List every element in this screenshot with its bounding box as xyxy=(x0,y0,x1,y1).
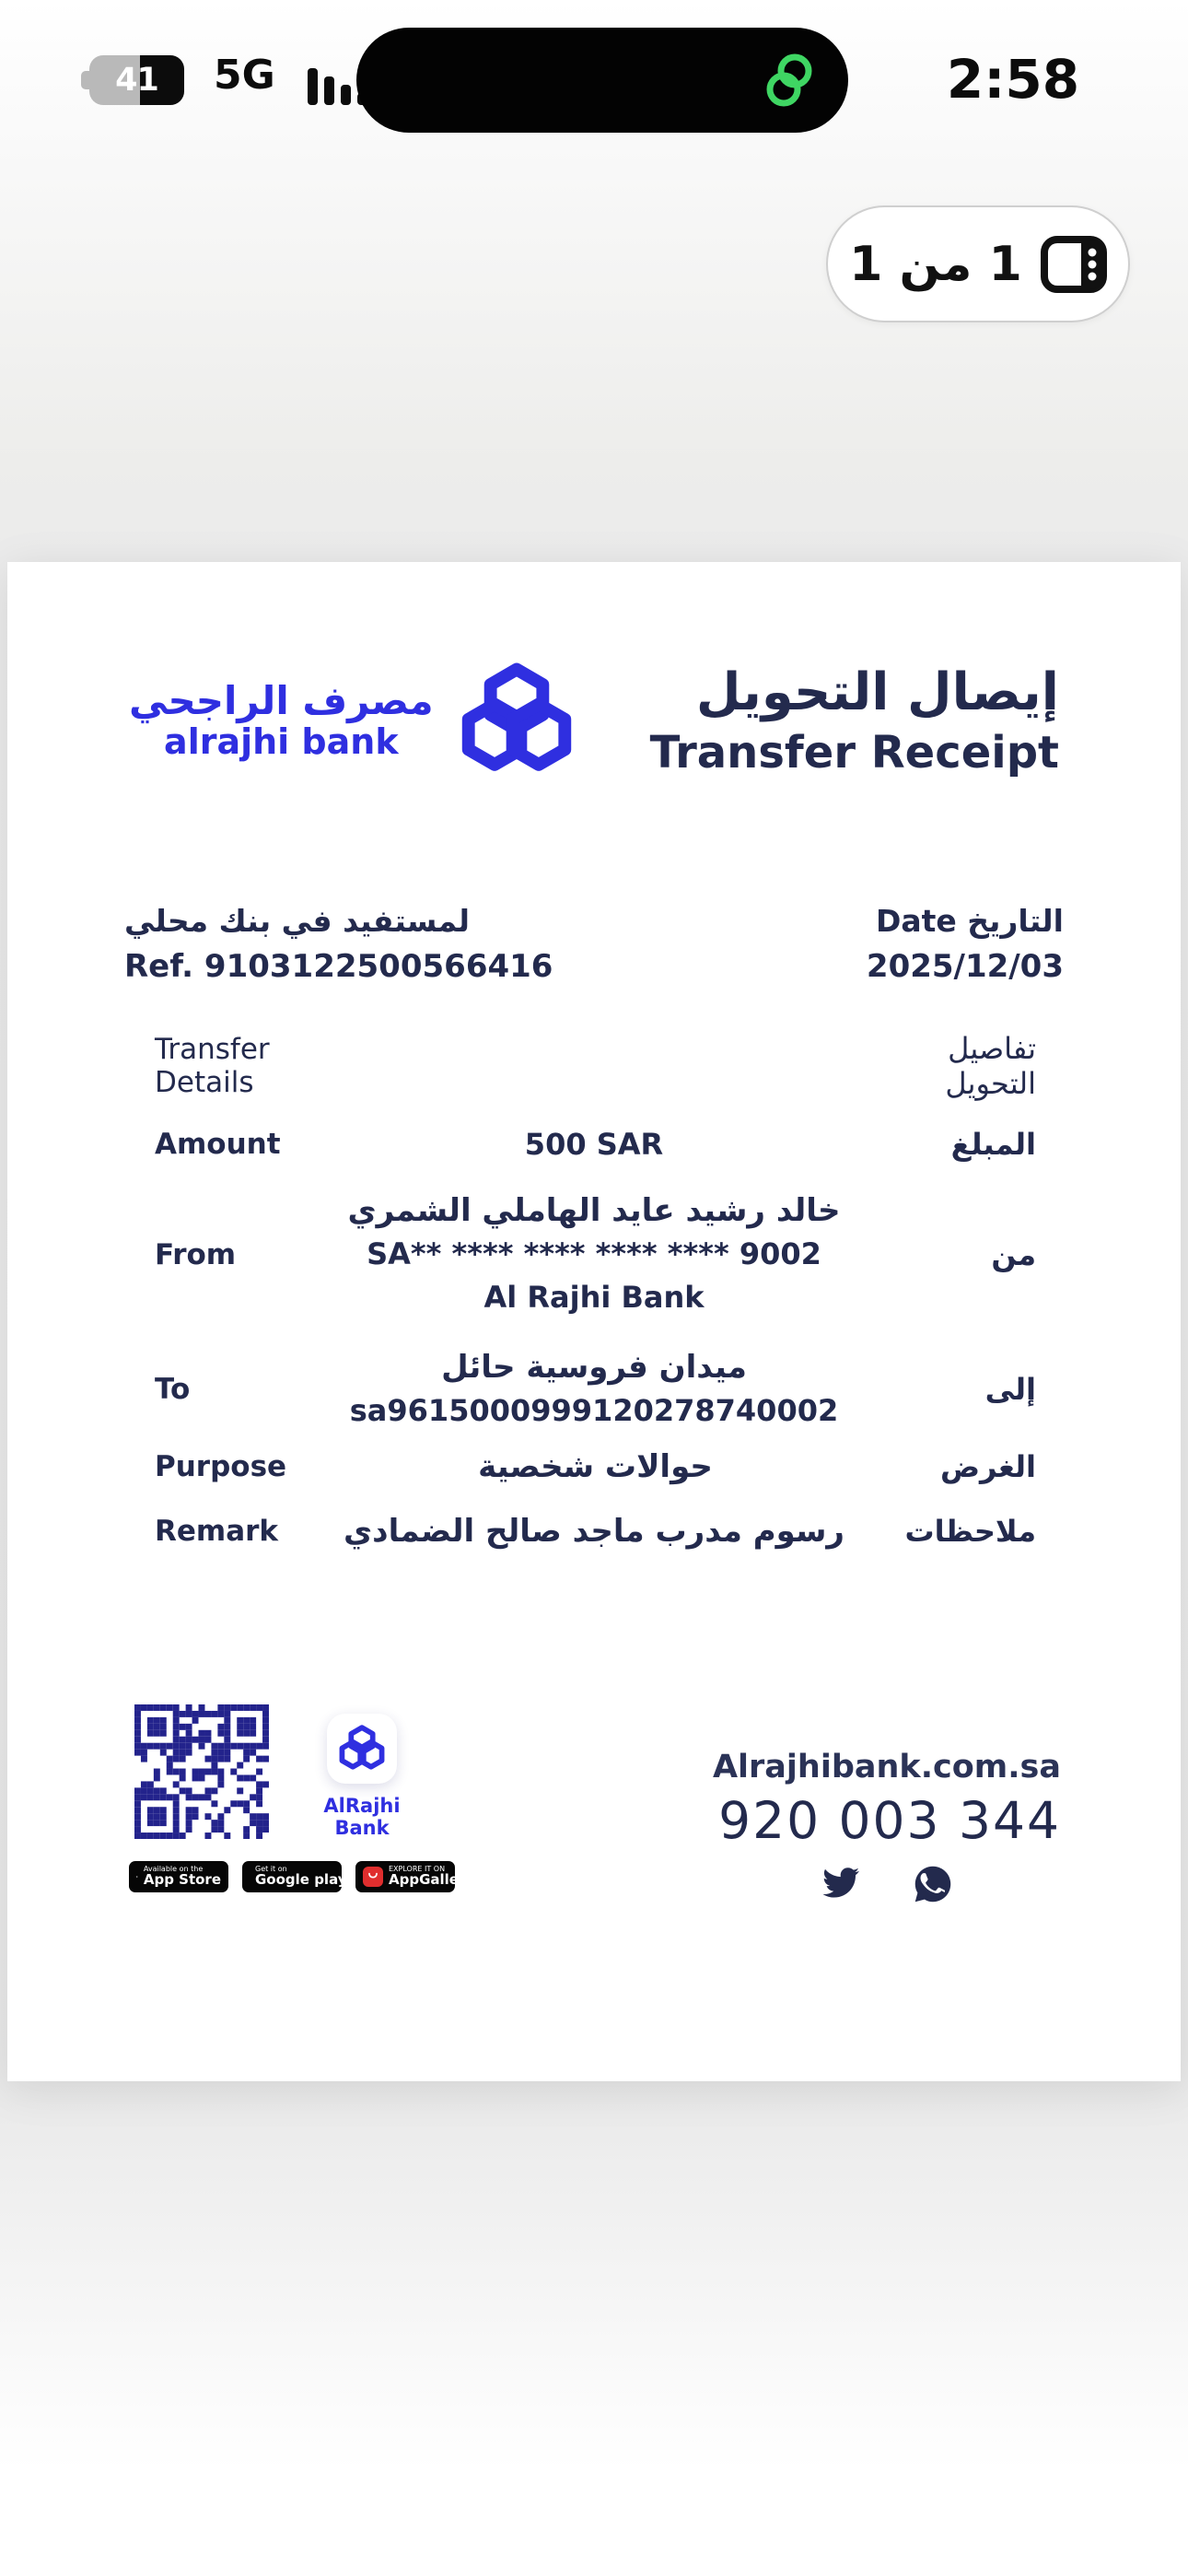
from-value xyxy=(284,1189,904,1319)
page-indicator-pill[interactable] xyxy=(826,205,1130,322)
page-thumbnails-icon xyxy=(1041,236,1107,293)
purpose-value: حوالات شخصية xyxy=(478,1447,713,1485)
to-value xyxy=(284,1346,904,1433)
twitter-icon xyxy=(821,1865,860,1903)
status-bar xyxy=(0,0,1188,157)
apple-icon xyxy=(136,1866,138,1888)
alrajhi-emblem-icon xyxy=(458,662,576,779)
section-title-en: Transfer Details xyxy=(155,1033,270,1099)
remark-value: رسوم مدرب ماجد صالح الضمادي xyxy=(344,1512,844,1550)
google-play-tagline: Get it on xyxy=(255,1864,287,1873)
app-store-badge xyxy=(129,1861,228,1892)
bank-logo xyxy=(129,662,576,779)
phone-number: 920 003 344 xyxy=(718,1791,1061,1850)
app-gallery-label: AppGallery xyxy=(389,1871,475,1889)
purpose-row xyxy=(7,1443,1181,1491)
google-play-label: Google play xyxy=(255,1871,347,1889)
section-title-ar: تفاصيل التحويل xyxy=(945,1031,1036,1101)
social-icons xyxy=(713,1865,1061,1903)
receipt-title-arabic: إيصال التحويل xyxy=(695,662,1059,722)
app-gallery-badge xyxy=(355,1861,475,1892)
amount-label-en: Amount xyxy=(155,1128,281,1161)
bank-name-arabic: مصرف الراجحي xyxy=(129,677,434,723)
battery-icon xyxy=(81,55,184,105)
from-row xyxy=(7,1188,1181,1320)
app-gallery-tagline: EXPLORE IT ON xyxy=(389,1864,446,1873)
website: Alrajhibank.com.sa xyxy=(712,1749,1061,1786)
store-badges xyxy=(129,1861,475,1892)
bank-name-english: alrajhi bank xyxy=(164,720,399,762)
date-ref-block xyxy=(124,903,1064,985)
sender-account: SA** **** **** **** **** 9002 xyxy=(367,1236,821,1271)
app-gallery-icon xyxy=(363,1867,383,1887)
beneficiary-name: ميدان فروسية حائل xyxy=(441,1349,747,1386)
to-row xyxy=(7,1345,1181,1434)
date-value: 2025/12/03 xyxy=(866,948,1064,985)
amount-row xyxy=(7,1120,1181,1168)
remark-row xyxy=(7,1507,1181,1555)
sender-bank: Al Rajhi Bank xyxy=(483,1280,705,1315)
whatsapp-icon xyxy=(914,1865,952,1903)
to-label-ar: إلى xyxy=(984,1372,1036,1407)
remark-label-ar: ملاحظات xyxy=(904,1514,1036,1549)
dynamic-island[interactable] xyxy=(356,28,848,133)
beneficiary-iban: sa9615000999120278740002 xyxy=(349,1393,839,1428)
contact-block xyxy=(713,1749,1061,1903)
amount-label-ar: المبلغ xyxy=(950,1127,1036,1162)
transfer-receipt-card xyxy=(7,562,1181,2081)
page-indicator-label: 1 من 1 xyxy=(849,236,1022,292)
beneficiary-note: لمستفيد في بنك محلي xyxy=(124,903,470,939)
purpose-label-ar: الغرض xyxy=(940,1449,1036,1484)
app-block xyxy=(302,1714,422,1839)
from-label-en: From xyxy=(155,1237,237,1271)
receipt-header xyxy=(129,662,1059,779)
clock: 2:58 xyxy=(946,48,1080,111)
hotspot-link-icon xyxy=(760,51,819,110)
from-label-ar: من xyxy=(991,1236,1036,1272)
battery-percent: 41 xyxy=(115,62,158,99)
battery-cap xyxy=(81,71,89,89)
date-label: التاريخ Date xyxy=(875,903,1064,939)
sender-name: خالد رشيد عايد الهاملي الشمري xyxy=(347,1192,841,1229)
remark-label-en: Remark xyxy=(155,1515,279,1548)
app-name-label: AlRajhi Bank xyxy=(323,1795,401,1839)
alrajhi-app-icon xyxy=(327,1714,397,1784)
app-store-tagline: Available on the xyxy=(143,1864,204,1873)
section-header xyxy=(7,1031,1181,1101)
receipt-title-english: Transfer Receipt xyxy=(649,727,1059,779)
to-label-en: To xyxy=(155,1373,191,1406)
qr-code xyxy=(134,1704,269,1839)
reference-number: Ref. 9103122500566416 xyxy=(124,948,553,985)
amount-value: 500 SAR xyxy=(524,1126,664,1162)
app-store-label: App Store xyxy=(143,1871,221,1889)
purpose-label-en: Purpose xyxy=(155,1450,287,1483)
google-play-badge xyxy=(242,1861,347,1892)
network-type-label: 5G xyxy=(214,52,275,99)
